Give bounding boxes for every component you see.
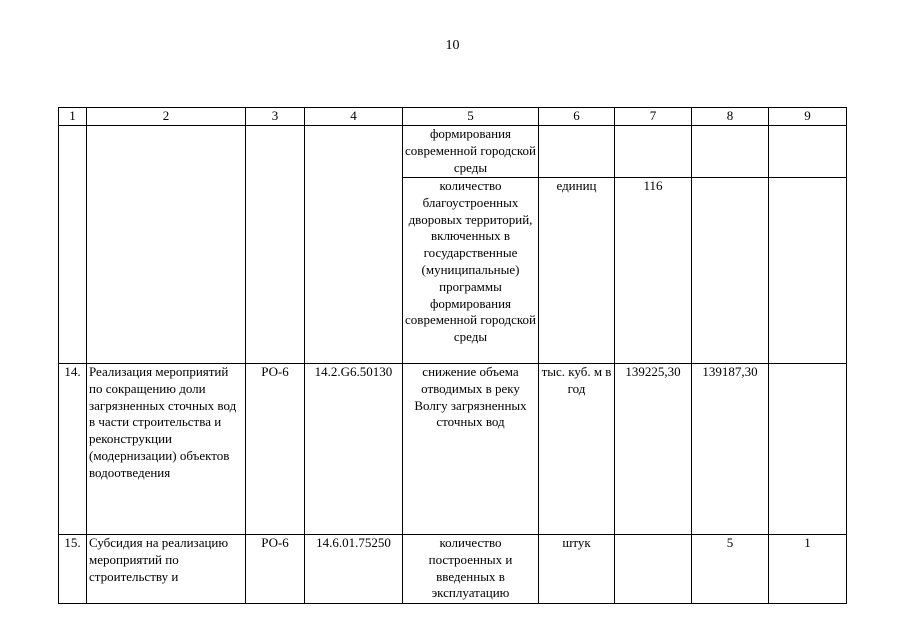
header-cell-2: 2 [87, 108, 246, 126]
name-cell: Субсидия на реализацию мероприятий по строительству и [87, 535, 246, 604]
unit-cell: штук [539, 535, 615, 604]
value-cell-7 [615, 126, 692, 178]
value-cell-9 [769, 178, 847, 364]
value-cell-9 [769, 126, 847, 178]
header-cell-6: 6 [539, 108, 615, 126]
header-cell-5: 5 [403, 108, 539, 126]
table-row-14 [59, 364, 847, 535]
unit-cell [539, 126, 615, 178]
header-cell-1: 1 [59, 108, 87, 126]
header-cell-9: 9 [769, 108, 847, 126]
kbk-cell: 14.6.01.75250 [305, 535, 403, 604]
kbk-cell [305, 126, 403, 364]
value-cell-8: 139187,30 [692, 364, 769, 535]
row-number-cell [59, 126, 87, 364]
value-cell-8 [692, 178, 769, 364]
value-cell-8: 5 [692, 535, 769, 604]
code-cell: РО-6 [246, 535, 305, 604]
value-cell-9: 1 [769, 535, 847, 604]
name-cell [87, 126, 246, 364]
unit-cell: тыс. куб. м в год [539, 364, 615, 535]
code-cell [246, 126, 305, 364]
value-cell-7: 116 [615, 178, 692, 364]
code-cell: РО-6 [246, 364, 305, 535]
indicator-cell: количество благоустроенных дворовых территорий, включенных в государственные (муниципальные) программы формирования современной городской среды [403, 178, 539, 364]
page-number: 10 [445, 38, 460, 53]
header-cell-7: 7 [615, 108, 692, 126]
data-table [58, 107, 847, 604]
value-cell-9 [769, 364, 847, 535]
unit-cell: единиц [539, 178, 615, 364]
row-number-cell: 14. [59, 364, 87, 535]
indicator-cell: снижение объема отводимых в реку Волгу загрязненных сточных вод [403, 364, 539, 535]
name-cell: Реализация мероприятий по сокращению доли загрязненных сточных вод в части строительства и реконструкции (модернизации) объектов водоотведения [87, 364, 246, 535]
kbk-cell: 14.2.G6.50130 [305, 364, 403, 535]
value-cell-8 [692, 126, 769, 178]
indicator-cell: количество построенных и введенных в эксплуатацию [403, 535, 539, 604]
header-cell-8: 8 [692, 108, 769, 126]
table-row-15 [59, 535, 847, 604]
value-cell-7 [615, 535, 692, 604]
header-cell-4: 4 [305, 108, 403, 126]
header-cell-3: 3 [246, 108, 305, 126]
table-row-continued-a [59, 126, 847, 178]
value-cell-7: 139225,30 [615, 364, 692, 535]
header-row [59, 108, 847, 126]
indicator-cell: формирования современной городской среды [403, 126, 539, 178]
row-number-cell: 15. [59, 535, 87, 604]
